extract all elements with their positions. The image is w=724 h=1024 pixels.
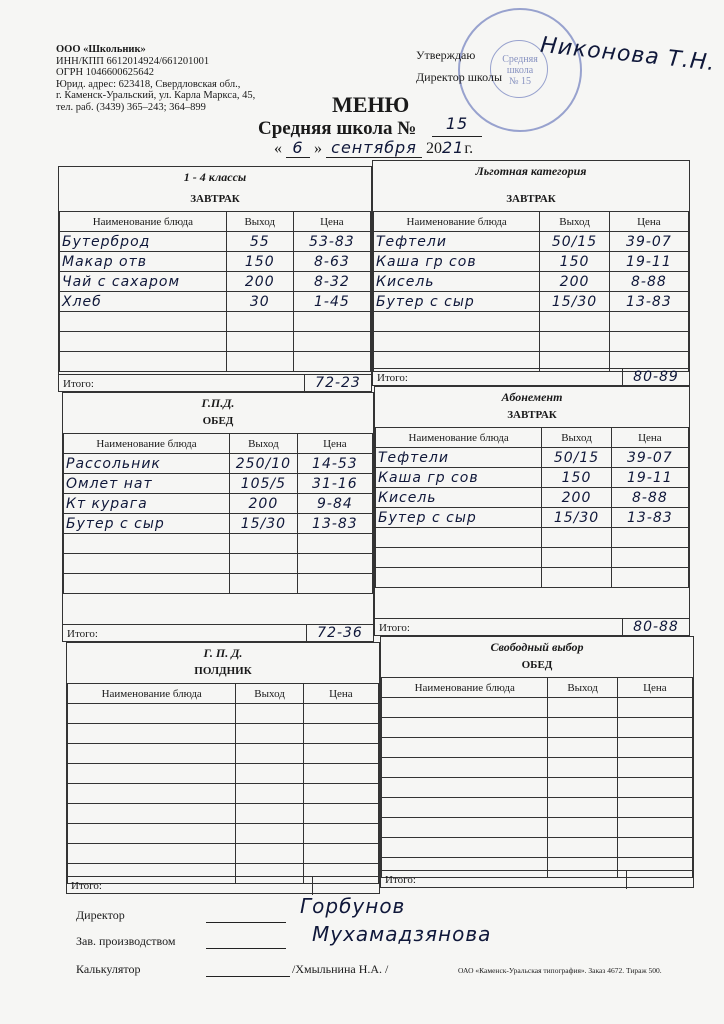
school-label: Средняя школа № [258, 118, 417, 139]
cell-name: Тефтели [376, 448, 542, 468]
cell-output [548, 738, 617, 758]
cell-price [617, 798, 692, 818]
cell-output [548, 718, 617, 738]
cell-price [293, 332, 370, 352]
cell-price: 8-88 [609, 272, 688, 292]
cell-output: 150 [226, 252, 293, 272]
cell-price [617, 718, 692, 738]
panel-title: Льготная категория [475, 164, 587, 178]
cell-output [236, 724, 303, 744]
panel-title: Абонемент [501, 390, 563, 404]
table-row [382, 698, 693, 718]
total-label: Итого: [377, 372, 408, 384]
cell-name [68, 804, 236, 824]
cell-price: 39-07 [609, 232, 688, 252]
panel-title: Г. П. Д. [203, 646, 243, 660]
director-signature: Никонова Т.Н. [539, 32, 717, 77]
panel-meal: ПОЛДНИК [194, 665, 252, 677]
menu-panel-p6 [380, 636, 694, 888]
table-row [64, 574, 373, 594]
cell-price [297, 574, 372, 594]
cell-output: 200 [230, 494, 298, 514]
cell-name [382, 818, 548, 838]
table-row [382, 798, 693, 818]
table-row [382, 738, 693, 758]
cell-output [540, 332, 609, 352]
director-label: Директор школы [416, 70, 503, 84]
cell-price [297, 554, 372, 574]
cell-price [297, 534, 372, 554]
column-header-name: Наименование блюда [376, 428, 542, 448]
column-header-price: Цена [297, 434, 372, 454]
table-row [60, 252, 371, 272]
cell-price [303, 784, 378, 804]
panel-title: Г.П.Д. [201, 396, 235, 410]
cell-name: Бутер с сыр [374, 292, 540, 312]
menu-table [63, 433, 373, 594]
cell-price: 8-63 [293, 252, 370, 272]
cell-name [374, 332, 540, 352]
column-header-name: Наименование блюда [374, 212, 540, 232]
cell-name [382, 778, 548, 798]
org-inn-kpp: ИНН/КПП 6612014924/661201001 [56, 55, 210, 67]
cell-output [542, 548, 611, 568]
cell-price: 9-84 [297, 494, 372, 514]
total-label: Итого: [71, 880, 102, 892]
cell-price [611, 548, 688, 568]
cell-output [226, 352, 293, 372]
cell-name [60, 332, 227, 352]
cell-name [68, 844, 236, 864]
menu-table [373, 211, 689, 372]
total-value: 80-88 [622, 619, 689, 637]
cell-name [68, 824, 236, 844]
table-row [68, 844, 379, 864]
cell-output: 105/5 [230, 474, 298, 494]
director-footer-name: Горбунов [300, 894, 406, 918]
table-row [376, 468, 689, 488]
cell-price: 14-53 [297, 454, 372, 474]
cell-price: 19-11 [611, 468, 688, 488]
table-row [374, 272, 689, 292]
date-end: г. [464, 140, 474, 157]
cell-output [548, 698, 617, 718]
calculator-sign-line [206, 976, 290, 977]
cell-output [236, 704, 303, 724]
column-header-output: Выход [540, 212, 609, 232]
cell-price [303, 844, 378, 864]
director-sign-line [206, 922, 286, 923]
cell-name [382, 718, 548, 738]
panel-meal: ОБЕД [202, 415, 234, 427]
cell-output [236, 804, 303, 824]
table-row [374, 292, 689, 312]
approved-label: Утверждаю [416, 48, 476, 62]
table-row [68, 764, 379, 784]
cell-output [226, 332, 293, 352]
table-row [68, 724, 379, 744]
cell-output: 200 [542, 488, 611, 508]
total-row [381, 870, 693, 889]
table-row [60, 332, 371, 352]
total-value [626, 871, 693, 889]
cell-price [303, 824, 378, 844]
organization-block [56, 44, 255, 113]
cell-name: Тефтели [374, 232, 540, 252]
cell-output [548, 778, 617, 798]
printer-note: ОАО «Каменск-Уральская типография». Заказ 4672. Тираж 500. [458, 966, 662, 975]
cell-price: 8-32 [293, 272, 370, 292]
cell-name [374, 312, 540, 332]
cell-name [64, 574, 230, 594]
table-row [64, 494, 373, 514]
director-footer-label: Директор [76, 908, 125, 922]
date-quote-close: » [314, 140, 322, 157]
org-address-2: г. Каменск-Уральский, ул. Карла Маркса, 45, [56, 90, 256, 101]
cell-name: Макар отв [60, 252, 227, 272]
column-header-name: Наименование блюда [68, 684, 236, 704]
org-phone: тел. раб. (3439) 365–243; 364–899 [56, 101, 206, 113]
table-row [68, 804, 379, 824]
org-name: ООО «Школьник» [56, 44, 146, 55]
cell-price [617, 698, 692, 718]
cell-price: 13-83 [611, 508, 688, 528]
panel-meal: ЗАВТРАК [190, 193, 240, 205]
table-row [374, 232, 689, 252]
cell-output [548, 758, 617, 778]
cell-name [68, 704, 236, 724]
panel-meal: ЗАВТРАК [506, 193, 556, 205]
total-row [59, 374, 371, 393]
cell-output [548, 818, 617, 838]
column-header-output: Выход [236, 684, 303, 704]
cell-output [236, 744, 303, 764]
table-row [68, 784, 379, 804]
date-year-suffix: 21 [442, 138, 465, 157]
cell-name [376, 528, 542, 548]
column-header-output: Выход [548, 678, 617, 698]
table-row [382, 838, 693, 858]
total-row [63, 624, 373, 643]
table-row [60, 272, 371, 292]
menu-panel-p3 [62, 392, 374, 642]
cell-name: Бутер с сыр [376, 508, 542, 528]
table-row [64, 474, 373, 494]
total-row [67, 876, 379, 895]
date-day: 6 [286, 138, 310, 158]
cell-price [303, 764, 378, 784]
panel-meal: ОБЕД [521, 659, 553, 671]
cell-name [376, 548, 542, 568]
total-value: 72-23 [304, 375, 371, 393]
column-header-price: Цена [611, 428, 688, 448]
stamp-text-3: № 15 [508, 76, 532, 87]
cell-name [382, 798, 548, 818]
org-address-1: Юрид. адрес: 623418, Свердловская обл., [56, 78, 241, 90]
cell-name: Кт курага [64, 494, 230, 514]
table-row [64, 554, 373, 574]
cell-output [542, 528, 611, 548]
cell-output: 55 [226, 232, 293, 252]
cell-name: Чай с сахаром [60, 272, 227, 292]
cell-name [64, 554, 230, 574]
cell-name: Рассольник [64, 454, 230, 474]
column-header-name: Наименование блюда [60, 212, 227, 232]
cell-price: 1-45 [293, 292, 370, 312]
date-month: сентября [326, 138, 422, 158]
table-row [68, 744, 379, 764]
menu-table [381, 677, 693, 878]
production-label: Зав. производством [76, 934, 176, 948]
cell-name [382, 738, 548, 758]
table-row [376, 548, 689, 568]
table-row [68, 704, 379, 724]
total-value: 80-89 [622, 369, 689, 387]
production-name: Мухамадзянова [312, 922, 492, 946]
cell-output: 15/30 [542, 508, 611, 528]
table-row [376, 508, 689, 528]
cell-price [611, 528, 688, 548]
table-row [68, 824, 379, 844]
cell-output [542, 568, 611, 588]
column-header-price: Цена [609, 212, 688, 232]
table-row [374, 252, 689, 272]
approval-block [416, 44, 502, 88]
total-label: Итого: [63, 378, 94, 390]
menu-heading: МЕНЮ [332, 92, 410, 117]
cell-price: 19-11 [609, 252, 688, 272]
cell-name [376, 568, 542, 588]
cell-name: Омлет нат [64, 474, 230, 494]
cell-output [230, 554, 298, 574]
cell-output [548, 798, 617, 818]
panel-meal: ЗАВТРАК [507, 409, 557, 421]
cell-output [230, 534, 298, 554]
menu-panel-p5 [66, 642, 380, 894]
menu-table [375, 427, 689, 588]
cell-output: 30 [226, 292, 293, 312]
menu-table [67, 683, 379, 884]
menu-date [274, 138, 473, 158]
cell-price [609, 312, 688, 332]
table-row [376, 528, 689, 548]
cell-price: 31-16 [297, 474, 372, 494]
cell-output: 250/10 [230, 454, 298, 474]
column-header-price: Цена [617, 678, 692, 698]
cell-price [293, 352, 370, 372]
menu-panel-p4 [374, 386, 690, 636]
table-row [382, 778, 693, 798]
table-row [60, 312, 371, 332]
cell-price: 53-83 [293, 232, 370, 252]
cell-price: 13-83 [609, 292, 688, 312]
cell-name [68, 744, 236, 764]
cell-output [230, 574, 298, 594]
cell-output [236, 764, 303, 784]
cell-name: Бутерброд [60, 232, 227, 252]
cell-name: Каша гр сов [374, 252, 540, 272]
column-header-price: Цена [303, 684, 378, 704]
cell-output: 50/15 [542, 448, 611, 468]
total-row [375, 618, 689, 637]
cell-output [540, 312, 609, 332]
cell-name [68, 784, 236, 804]
cell-output [226, 312, 293, 332]
cell-name: Хлеб [60, 292, 227, 312]
cell-name [68, 724, 236, 744]
table-row [60, 232, 371, 252]
cell-price [617, 778, 692, 798]
cell-price: 8-88 [611, 488, 688, 508]
cell-price [617, 838, 692, 858]
table-row [376, 448, 689, 468]
table-row [382, 718, 693, 738]
cell-name [382, 698, 548, 718]
cell-output: 150 [542, 468, 611, 488]
table-row [64, 514, 373, 534]
cell-name [60, 312, 227, 332]
table-row [376, 568, 689, 588]
production-sign-line [206, 948, 286, 949]
column-header-output: Выход [226, 212, 293, 232]
table-row [60, 352, 371, 372]
date-quote-open: « [274, 140, 282, 157]
org-ogrn: ОГРН 1046600625642 [56, 67, 154, 78]
table-row [64, 534, 373, 554]
cell-output: 50/15 [540, 232, 609, 252]
cell-price: 13-83 [297, 514, 372, 534]
table-row [382, 758, 693, 778]
total-row [373, 368, 689, 387]
column-header-output: Выход [230, 434, 298, 454]
cell-output: 15/30 [230, 514, 298, 534]
cell-output: 150 [540, 252, 609, 272]
cell-name [60, 352, 227, 372]
table-row [64, 454, 373, 474]
total-label: Итого: [67, 628, 98, 640]
column-header-price: Цена [293, 212, 370, 232]
cell-name: Бутер с сыр [64, 514, 230, 534]
cell-price [609, 332, 688, 352]
table-row [374, 332, 689, 352]
stamp-text-1: Средняя [502, 54, 538, 65]
cell-name [382, 838, 548, 858]
cell-output [236, 844, 303, 864]
table-row [374, 312, 689, 332]
cell-output [548, 838, 617, 858]
stamp-text-2: школа [506, 65, 534, 76]
cell-name [382, 758, 548, 778]
calculator-name: /Хмыльнина Н.А. / [292, 962, 389, 976]
panel-title: Свободный выбор [490, 640, 584, 654]
cell-name: Каша гр сов [376, 468, 542, 488]
cell-name [68, 764, 236, 784]
cell-name [64, 534, 230, 554]
total-label: Итого: [385, 874, 416, 886]
menu-panel-p2 [372, 160, 690, 386]
calculator-label: Калькулятор [76, 962, 141, 976]
cell-price [611, 568, 688, 588]
cell-price [303, 804, 378, 824]
menu-table [59, 211, 371, 372]
date-year-prefix: 20 [426, 140, 442, 157]
school-number: 15 [432, 114, 482, 137]
cell-output: 200 [540, 272, 609, 292]
table-row [60, 292, 371, 312]
cell-price [303, 704, 378, 724]
cell-name: Кисель [376, 488, 542, 508]
total-value [312, 877, 379, 895]
panel-title: 1 - 4 классы [183, 170, 247, 184]
column-header-name: Наименование блюда [382, 678, 548, 698]
cell-price: 39-07 [611, 448, 688, 468]
column-header-output: Выход [542, 428, 611, 448]
cell-name: Кисель [374, 272, 540, 292]
column-header-name: Наименование блюда [64, 434, 230, 454]
cell-output: 15/30 [540, 292, 609, 312]
cell-price [617, 818, 692, 838]
cell-output [236, 784, 303, 804]
total-label: Итого: [379, 622, 410, 634]
cell-output: 200 [226, 272, 293, 292]
table-row [376, 488, 689, 508]
cell-output [236, 824, 303, 844]
menu-panel-p1 [58, 166, 372, 392]
cell-price [617, 758, 692, 778]
cell-price [303, 724, 378, 744]
cell-price [303, 744, 378, 764]
table-row [382, 818, 693, 838]
cell-price [293, 312, 370, 332]
total-value: 72-36 [306, 625, 373, 643]
cell-price [617, 738, 692, 758]
